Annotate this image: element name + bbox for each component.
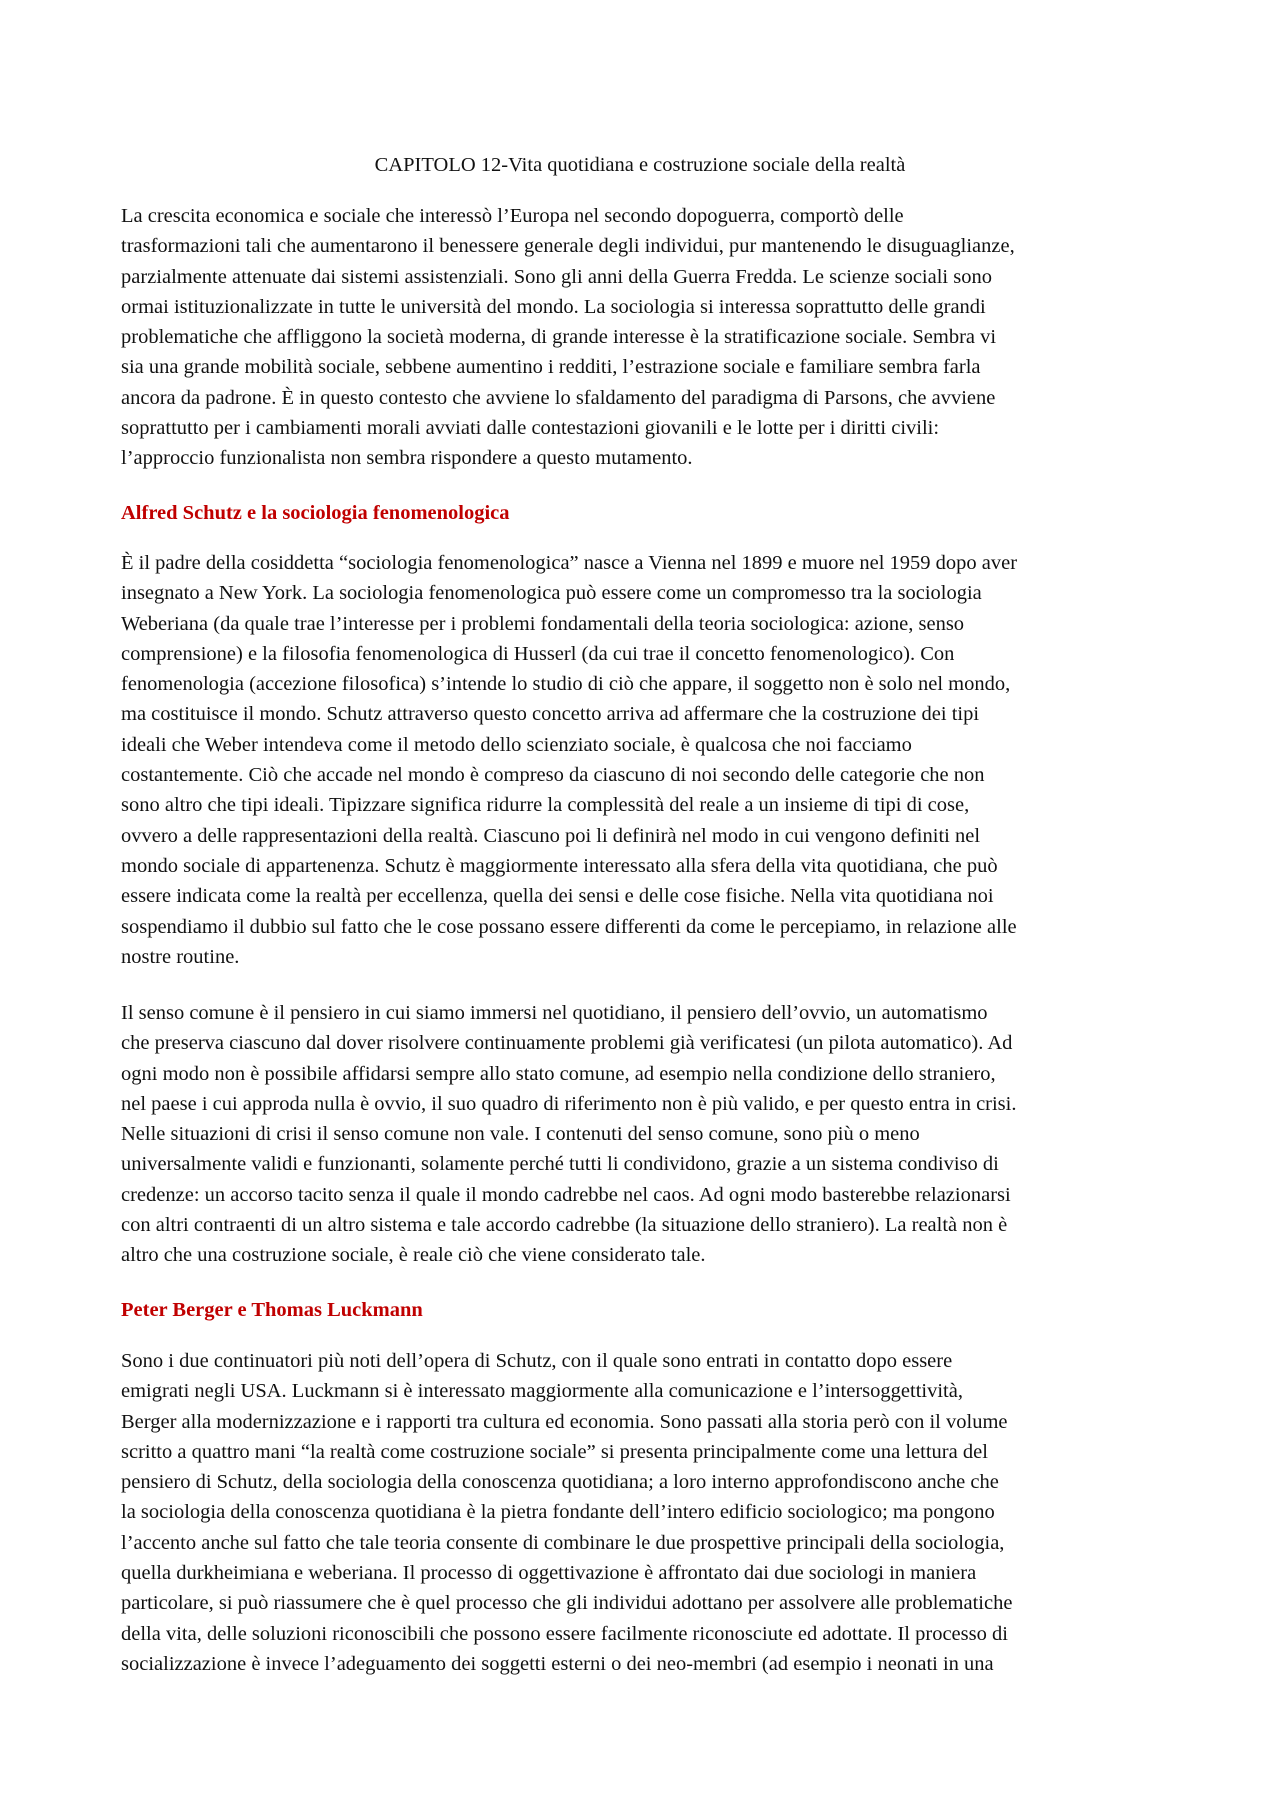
section-heading-berger-luckmann: Peter Berger e Thomas Luckmann	[121, 1299, 423, 1321]
schutz-p1-line: È il padre della cosiddetta “sociologia fenomenologica” nasce a Vienna nel 1899 e muore nel 1959 dopo aver	[121, 552, 1018, 574]
intro-line: ormai istituzionalizzate in tutte le università del mondo. La sociologia si interessa soprattutto delle grandi	[121, 295, 986, 318]
schutz-p1-line: ovvero a delle rappresentazioni della realtà. Ciascuno poi li definirà nel modo in cui vengono definiti nel	[121, 824, 981, 847]
berger-p1-line: emigrati negli USA. Luckmann si è interessato maggiormente alla comunicazione e l’intersoggettività,	[121, 1380, 963, 1403]
schutz-p2-line: nel paese i cui approda nulla è ovvio, il suo quadro di riferimento non è più valido, e per questo entra in crisi.	[121, 1092, 1017, 1115]
intro-line: soprattutto per i cambiamenti morali avviati dalle contestazioni giovanili e le lotte per i diritti civili:	[121, 417, 940, 440]
schutz-p2-line: ogni modo non è possibile affidarsi sempre allo stato comune, ad esempio nella condizione dello straniero,	[121, 1062, 996, 1085]
schutz-p1-line: comprensione) e la filosofia fenomenologica di Husserl (da cui trae il concetto fenomenologico). Con	[121, 642, 955, 665]
berger-p1-line: quella durkheimiana e weberiana. Il processo di oggettivazione è affrontato dai due sociologi in maniera	[121, 1562, 977, 1585]
intro-line: sia una grande mobilità sociale, sebbene aumentino i redditi, l’estrazione sociale e familiare sembra farla	[121, 356, 981, 379]
schutz-p1-line: mondo sociale di appartenenza. Schutz è maggiormente interessato alla sfera della vita quotidiana, che può	[121, 854, 998, 877]
schutz-p2-line: Il senso comune è il pensiero in cui siamo immersi nel quotidiano, il pensiero dell’ovvio, un automatismo	[121, 1002, 988, 1024]
berger-p1-line: Berger alla modernizzazione e i rapporti tra cultura ed economia. Sono passati alla storia però con il volume	[121, 1410, 1008, 1433]
schutz-p2-line: universalmente validi e funzionanti, solamente perché tutti li condividono, grazie a un sistema condiviso di	[121, 1153, 999, 1176]
intro-line: trasformazioni tali che aumentarono il benessere generale degli individui, pur mantenendo le disuguaglianze,	[121, 235, 1015, 258]
schutz-p1-line: sospendiamo il dubbio sul fatto che le cose possano essere differenti da come le percepiamo, in relazione alle	[121, 915, 1017, 938]
schutz-paragraph-2	[121, 998, 1161, 1271]
berger-p1-line: Sono i due continuatori più noti dell’opera di Schutz, con il quale sono entrati in contatto dopo essere	[121, 1350, 953, 1372]
berger-p1-line: la sociologia della conoscenza quotidiana è la pietra fondante dell’intero edificio sociologico; ma pongono	[121, 1501, 995, 1524]
intro-line: parzialmente attenuate dai sistemi assistenziali. Sono gli anni della Guerra Fredda. Le scienze sociali sono	[121, 265, 992, 288]
berger-p1-line: scritto a quattro mani “la realtà come costruzione sociale” si presenta principalmente come una lettura del	[121, 1440, 988, 1463]
chapter-title: CAPITOLO 12-Vita quotidiana e costruzione sociale della realtà	[374, 154, 906, 176]
schutz-p1-line: nostre routine.	[121, 945, 240, 968]
schutz-p1-line: ma costituisce il mondo. Schutz attraverso questo concetto arriva ad affermare che la costruzione dei tipi	[121, 703, 980, 726]
schutz-p2-line: che preserva ciascuno dal dover risolvere continuamente problemi già verificatesi (un pilota automatico). Ad	[121, 1032, 1013, 1055]
intro-line: problematiche che affliggono la società moderna, di grande interesse è la stratificazione sociale. Sembra vi	[121, 326, 997, 349]
schutz-paragraph-1	[121, 548, 1161, 972]
schutz-p2-line: con altri contraenti di un altro sistema e tale accordo cadrebbe (la situazione dello straniero). La realtà non è	[121, 1214, 1008, 1237]
schutz-p1-line: essere indicata come la realtà per eccellenza, quella dei sensi e delle cose fisiche. Nella vita quotidiana noi	[121, 885, 994, 908]
berger-p1-line: socializzazione è invece l’adeguamento dei soggetti esterni o dei neo-membri (ad esempio i neonati in una	[121, 1652, 994, 1675]
berger-p1-line: particolare, si può riassumere che è quel processo che gli individui adottano per assolvere alle problematiche	[121, 1592, 1013, 1615]
berger-p1-line: l’accento anche sul fatto che tale teoria consente di combinare le due prospettive principali della sociologia,	[121, 1531, 1005, 1554]
schutz-p1-line: Weberiana (da quale trae l’interesse per i problemi fondamentali della teoria sociologica: azione, senso	[121, 612, 965, 635]
schutz-p2-line: altro che una costruzione sociale, è reale ciò che viene considerato tale.	[121, 1244, 706, 1267]
schutz-p2-line: credenze: un accorso tacito senza il quale il mondo cadrebbe nel caos. Ad ogni modo basterebbe relazionarsi	[121, 1183, 1011, 1206]
berger-paragraph-1	[121, 1346, 1161, 1679]
section-heading-schutz: Alfred Schutz e la sociologia fenomenologica	[121, 502, 510, 524]
intro-line: La crescita economica e sociale che interessò l’Europa nel secondo dopoguerra, comportò delle	[121, 205, 904, 227]
schutz-p1-line: sono altro che tipi ideali. Tipizzare significa ridurre la complessità del reale a un insieme di tipi di cose,	[121, 794, 970, 817]
schutz-p1-line: costantemente. Ciò che accade nel mondo è compreso da ciascuno di noi secondo delle categorie che non	[121, 764, 985, 787]
schutz-p2-line: Nelle situazioni di crisi il senso comune non vale. I contenuti del senso comune, sono più o meno	[121, 1123, 920, 1146]
schutz-p1-line: ideali che Weber intendeva come il metodo dello scienziato sociale, è qualcosa che noi facciamo	[121, 733, 912, 756]
berger-p1-line: della vita, delle soluzioni riconoscibili che possono essere facilmente riconosciute ed adottate. Il processo di	[121, 1622, 1008, 1645]
berger-p1-line: pensiero di Schutz, della sociologia della conoscenza quotidiana; a loro interno approfondiscono anche che	[121, 1471, 999, 1494]
schutz-p1-line: insegnato a New York. La sociologia fenomenologica può essere come un compromesso tra la sociologia	[121, 582, 982, 605]
schutz-p1-line: fenomenologia (accezione filosofica) s’intende lo studio di ciò che appare, il soggetto non è solo nel mondo,	[121, 673, 1011, 696]
intro-line: l’approccio funzionalista non sembra rispondere a questo mutamento.	[121, 447, 693, 470]
intro-line: ancora da padrone. È in questo contesto che avviene lo sfaldamento del paradigma di Parsons, che avviene	[121, 386, 996, 409]
intro-paragraph	[121, 201, 1161, 474]
